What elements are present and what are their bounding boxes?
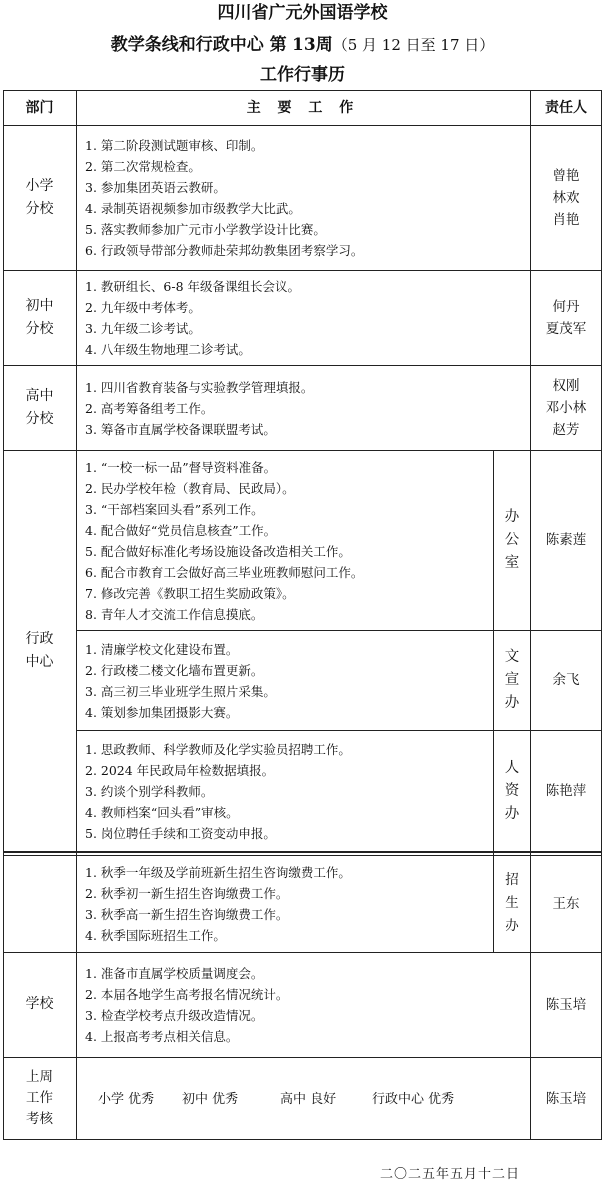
school-title: 四川省广元外国语学校	[217, 3, 388, 23]
list-item: 2. 民办学校年检（教育局、民政局）。	[85, 480, 295, 496]
owner-school: 陈玉培	[545, 996, 587, 1013]
admissions-task-list	[77, 856, 493, 952]
list-item: 7. 修改完善《教职工招生奖励政策》。	[85, 585, 295, 601]
list-item: 6. 配合市教育工会做好高三毕业班教师慰问工作。	[85, 564, 364, 580]
week-subtitle	[0, 34, 605, 56]
list-item: 1. 第二阶段测试题审核、印制。	[85, 138, 264, 153]
review-grade: 良好	[310, 1092, 337, 1107]
list-item: 1. 四川省教育装备与实验教学管理填报。	[85, 379, 314, 395]
list-item: 3. 筹备市直属学校备课联盟考试。	[85, 421, 276, 437]
list-item: 1. 秋季一年级及学前班新生招生咨询缴费工作。	[85, 865, 351, 880]
publicity-task-list	[77, 631, 493, 730]
date-range: （5 月 12 日至 17 日）	[332, 36, 495, 54]
review-unit: 小学	[98, 1092, 125, 1107]
review-grade: 优秀	[428, 1092, 455, 1107]
list-item: 2. 高考筹备组考工作。	[85, 400, 214, 416]
review-unit: 行政中心	[372, 1092, 425, 1107]
list-item: 3. 参加集团英语云教研。	[85, 180, 226, 195]
list-item: 3. 秋季高一新生招生咨询缴费工作。	[85, 907, 289, 922]
dept-admin: 行政 中心	[25, 631, 54, 670]
week-word: 周	[315, 35, 333, 55]
header-main-work: 主 要 工 作	[246, 99, 360, 116]
review-grade: 优秀	[212, 1092, 239, 1107]
list-item: 4. 上报高考考点相关信息。	[85, 1029, 239, 1044]
review-junior	[182, 1090, 238, 1110]
list-item: 1. 思政教师、科学教师及化学实验员招聘工作。	[85, 742, 351, 757]
list-item: 5. 配合做好标准化考场设施设备改造相关工作。	[85, 543, 351, 559]
office-task-list	[77, 451, 493, 630]
senior-task-list	[77, 366, 529, 450]
dept-school: 学校	[25, 996, 54, 1012]
list-item: 8. 青年人才交流工作信息摸底。	[85, 606, 264, 622]
unit-admissions: 招 生 办	[505, 872, 519, 934]
junior-task-list	[77, 271, 529, 365]
list-item: 2. 九年级中考体考。	[85, 300, 201, 315]
list-item: 4. 秋季国际班招生工作。	[85, 928, 226, 943]
list-item: 3. “干部档案回头看”系列工作。	[85, 501, 264, 517]
review-unit: 初中	[182, 1092, 209, 1107]
list-item: 3. 高三初三毕业班学生照片采集。	[85, 683, 276, 699]
list-item: 2. 第二次常规检查。	[85, 159, 201, 174]
list-item: 4. 八年级生物地理二诊考试。	[85, 342, 251, 357]
dept-review: 上周 工作 考核	[26, 1069, 53, 1127]
subtitle-text: 教学条线和行政中心 第	[110, 35, 287, 55]
review-grade: 优秀	[128, 1092, 155, 1107]
review-senior	[280, 1090, 336, 1110]
list-item: 4. 配合做好“党员信息核查”工作。	[85, 522, 277, 538]
list-item: 3. 约谈个别学科教师。	[85, 784, 214, 799]
doc-title: 工作行事历	[260, 65, 345, 85]
owner-office: 陈素莲	[545, 532, 587, 548]
list-item: 2. 秋季初一新生招生咨询缴费工作。	[85, 886, 289, 901]
owner-admissions: 王东	[552, 895, 580, 912]
list-item: 4. 策划参加集团摄影大赛。	[85, 704, 239, 720]
list-item: 6. 行政领导带部分教师赴荣邦幼教集团考察学习。	[85, 243, 364, 258]
unit-hr: 人 资 办	[504, 759, 520, 822]
list-item: 2. 行政楼二楼文化墙布置更新。	[85, 662, 264, 678]
issue-date: 二〇二五年五月十二日	[380, 1167, 521, 1182]
owner-senior: 权刚 邓小林 赵芳	[545, 377, 587, 438]
owner-publicity: 余飞	[552, 672, 580, 688]
list-item: 1. “一校一标一品”督导资料准备。	[85, 459, 277, 475]
dept-primary: 小学 分校	[25, 177, 54, 217]
list-item: 1. 准备市直属学校质量调度会。	[85, 966, 264, 981]
review-admin	[372, 1090, 454, 1110]
list-item: 1. 教研组长、6-8 年级备课组长会议。	[85, 279, 301, 294]
header-owner: 责任人	[545, 99, 587, 116]
primary-task-list	[77, 126, 529, 270]
list-item: 2. 2024 年民政局年检数据填报。	[85, 763, 275, 778]
review-unit: 高中	[280, 1092, 307, 1107]
list-item: 5. 落实教师参加广元市小学教学设计比赛。	[85, 222, 326, 237]
list-item: 1. 清廉学校文化建设布置。	[85, 641, 239, 657]
owner-primary: 曾艳 林欢 肖艳	[552, 167, 580, 228]
review-primary	[98, 1090, 154, 1110]
list-item: 5. 岗位聘任手续和工资变动申报。	[85, 826, 276, 841]
dept-junior: 初中 分校	[25, 297, 54, 337]
unit-office: 办 公 室	[504, 508, 520, 571]
owner-junior: 何丹 夏茂军	[545, 298, 587, 337]
week-number: 13	[292, 35, 316, 55]
list-item: 4. 录制英语视频参加市级教学大比武。	[85, 201, 301, 216]
owner-hr: 陈艳萍	[545, 783, 587, 799]
list-item: 3. 检查学校考点升级改造情况。	[85, 1008, 264, 1023]
header-dept: 部门	[25, 99, 54, 116]
hr-task-list	[77, 731, 493, 852]
list-item: 2. 本届各地学生高考报名情况统计。	[85, 987, 289, 1002]
list-item: 3. 九年级二诊考试。	[85, 321, 201, 336]
unit-publicity: 文 宣 办	[504, 648, 520, 711]
list-item: 4. 教师档案“回头看”审核。	[85, 805, 239, 820]
school-task-list	[77, 953, 529, 1057]
owner-review: 陈玉培	[545, 1090, 587, 1107]
dept-senior: 高中 分校	[25, 387, 54, 427]
